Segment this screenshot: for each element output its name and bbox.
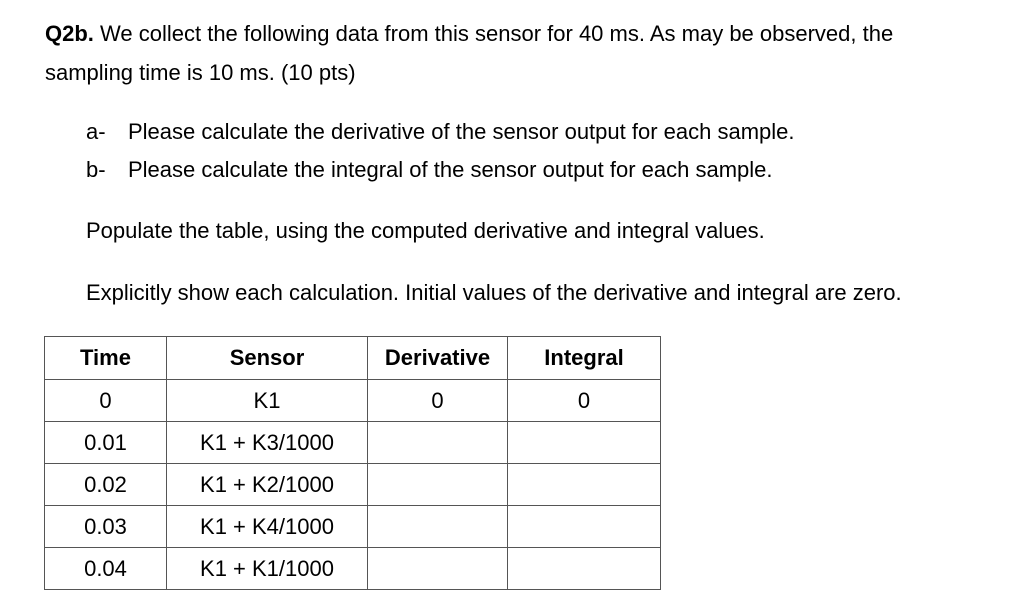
table-row <box>45 422 661 464</box>
cell-derivative[interactable] <box>368 506 508 548</box>
cell-time: 0 <box>45 380 167 422</box>
list-marker-a: a- <box>86 119 106 144</box>
cell-derivative[interactable] <box>368 548 508 590</box>
list-text-a: Please calculate the derivative of the sensor output for each sample. <box>128 119 795 144</box>
cell-sensor: K1 <box>167 380 368 422</box>
table-header-row <box>45 337 661 380</box>
question-label: Q2b. <box>45 21 94 46</box>
cell-integral[interactable]: 0 <box>508 380 661 422</box>
cell-time: 0.01 <box>45 422 167 464</box>
explicit-instruction: Explicitly show each calculation. Initial values of the derivative and integral are zero. <box>86 280 902 305</box>
cell-integral[interactable] <box>508 464 661 506</box>
data-table <box>44 336 661 590</box>
list-marker-b: b- <box>86 157 106 182</box>
question-intro-line-2: sampling time is 10 ms. (10 pts) <box>45 60 356 85</box>
cell-derivative[interactable] <box>368 464 508 506</box>
cell-integral[interactable] <box>508 506 661 548</box>
cell-derivative[interactable]: 0 <box>368 380 508 422</box>
question-intro-line-1 <box>45 21 893 47</box>
cell-time: 0.03 <box>45 506 167 548</box>
header-time: Time <box>45 337 167 380</box>
header-integral: Integral <box>508 337 661 380</box>
header-sensor: Sensor <box>167 337 368 380</box>
question-text-1: We collect the following data from this sensor for 40 ms. As may be observed, the <box>93 21 894 46</box>
cell-sensor: K1 + K2/1000 <box>167 464 368 506</box>
table-row <box>45 380 661 422</box>
list-text-b: Please calculate the integral of the sensor output for each sample. <box>128 157 773 182</box>
table-row <box>45 548 661 590</box>
header-derivative: Derivative <box>368 337 508 380</box>
cell-sensor: K1 + K1/1000 <box>167 548 368 590</box>
cell-sensor: K1 + K4/1000 <box>167 506 368 548</box>
table-row <box>45 506 661 548</box>
cell-integral[interactable] <box>508 422 661 464</box>
cell-time: 0.04 <box>45 548 167 590</box>
populate-instruction: Populate the table, using the computed derivative and integral values. <box>86 218 765 243</box>
cell-derivative[interactable] <box>368 422 508 464</box>
table-row <box>45 464 661 506</box>
cell-integral[interactable] <box>508 548 661 590</box>
cell-sensor: K1 + K3/1000 <box>167 422 368 464</box>
cell-time: 0.02 <box>45 464 167 506</box>
